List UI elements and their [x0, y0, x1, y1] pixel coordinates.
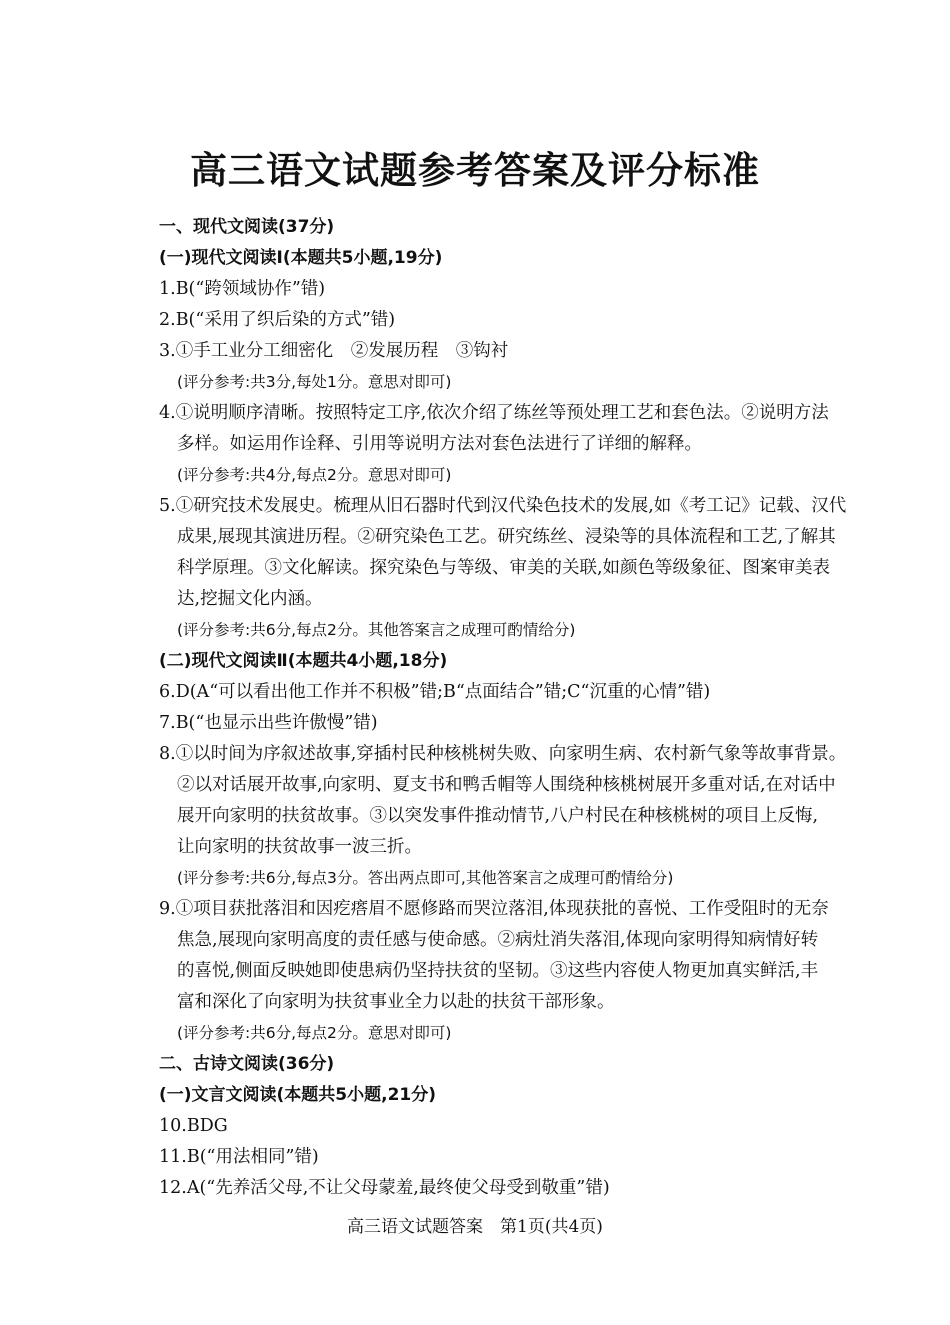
answer-8-cont: ②以对话展开故事,向家明、夏支书和鸭舌帽等人围绕种核桃树展开多重对话,在对话中 — [177, 775, 836, 795]
answer-5: 5.①研究技术发展史。梳理从旧石器时代到汉代染色技术的发展,如《考工记》记载、汉代 — [159, 496, 847, 516]
answer-8-cont: 展开向家明的扶贫故事。③以突发事件推动情节,八户村民在种核桃树的项目上反悔, — [177, 806, 819, 826]
answer-9: 9.①项目获批落泪和因疙瘩眉不愿修路而哭泣落泪,体现获批的喜悦、工作受阻时的无奈 — [159, 899, 829, 919]
answer-4-cont: 多样。如运用作诠释、引用等说明方法对套色法进行了详细的解释。 — [177, 434, 702, 454]
answer-1: 1.B(“跨领域协作”错) — [159, 279, 326, 299]
page-title: 高三语文试题参考答案及评分标准 — [190, 148, 760, 192]
answer-9-cont: 焦急,展现向家明高度的责任感与使命感。②病灶消失落泪,体现向家明得知病情好转 — [177, 930, 819, 950]
subsection-heading: (一)文言文阅读(本题共5小题,21分) — [159, 1085, 437, 1105]
answer-9-cont: 的喜悦,侧面反映她即使患病仍坚持扶贫的坚韧。③这些内容使人物更加真实鲜活,丰 — [177, 961, 819, 981]
answer-4: 4.①说明顺序清晰。按照特定工序,依次介绍了练丝等预处理工艺和套色法。②说明方法 — [159, 403, 829, 423]
answer-9-cont: 富和深化了向家明为扶贫事业全力以赴的扶贫干部形象。 — [177, 992, 615, 1012]
answer-3: 3.①手工业分工细密化 ②发展历程 ③钩衬 — [159, 341, 509, 361]
answer-2: 2.B(“采用了织后染的方式”错) — [159, 310, 396, 330]
answer-6: 6.D(A“可以看出他工作并不积极”错;B“点面结合”错;C“沉重的心情”错) — [159, 682, 711, 702]
answer-12: 12.A(“先养活父母,不让父母蒙羞,最终使父母受到敬重”错) — [159, 1178, 610, 1198]
section-heading: 一、现代文阅读(37分) — [159, 217, 335, 237]
answer-8: 8.①以时间为序叙述故事,穿插村民种核桃树失败、向家明生病、农村新气象等故事背景。 — [159, 744, 847, 764]
answer-10: 10.BDG — [159, 1116, 228, 1136]
subsection-heading: (一)现代文阅读Ⅰ(本题共5小题,19分) — [159, 248, 443, 268]
scoring-note-5: (评分参考:共6分,每点2分。其他答案言之成理可酌情给分) — [177, 621, 576, 639]
scoring-note-3: (评分参考:共3分,每处1分。意思对即可) — [177, 373, 452, 391]
subsection-heading: (二)现代文阅读Ⅱ(本题共4小题,18分) — [159, 651, 448, 671]
answer-content — [159, 212, 881, 1204]
answer-5-cont: 达,挖掘文化内涵。 — [177, 589, 323, 609]
answer-5-cont: 成果,展现其演进历程。②研究染色工艺。研究练丝、浸染等的具体流程和工艺,了解其 — [177, 527, 836, 547]
answer-11: 11.B(“用法相同”错) — [159, 1147, 319, 1167]
answer-8-cont: 让向家明的扶贫故事一波三折。 — [177, 837, 422, 857]
scoring-note-9: (评分参考:共6分,每点2分。意思对即可) — [177, 1024, 452, 1042]
answer-5-cont: 科学原理。③文化解读。探究染色与等级、审美的关联,如颜色等级象征、图案审美表 — [177, 558, 831, 578]
section-heading: 二、古诗文阅读(36分) — [159, 1054, 335, 1074]
scoring-note-8: (评分参考:共6分,每点3分。答出两点即可,其他答案言之成理可酌情给分) — [177, 869, 674, 887]
page-footer: 高三语文试题答案 第1页(共4页) — [347, 1217, 603, 1237]
answer-7: 7.B(“也显示出些许傲慢”错) — [159, 713, 378, 733]
scoring-note-4: (评分参考:共4分,每点2分。意思对即可) — [177, 466, 452, 484]
